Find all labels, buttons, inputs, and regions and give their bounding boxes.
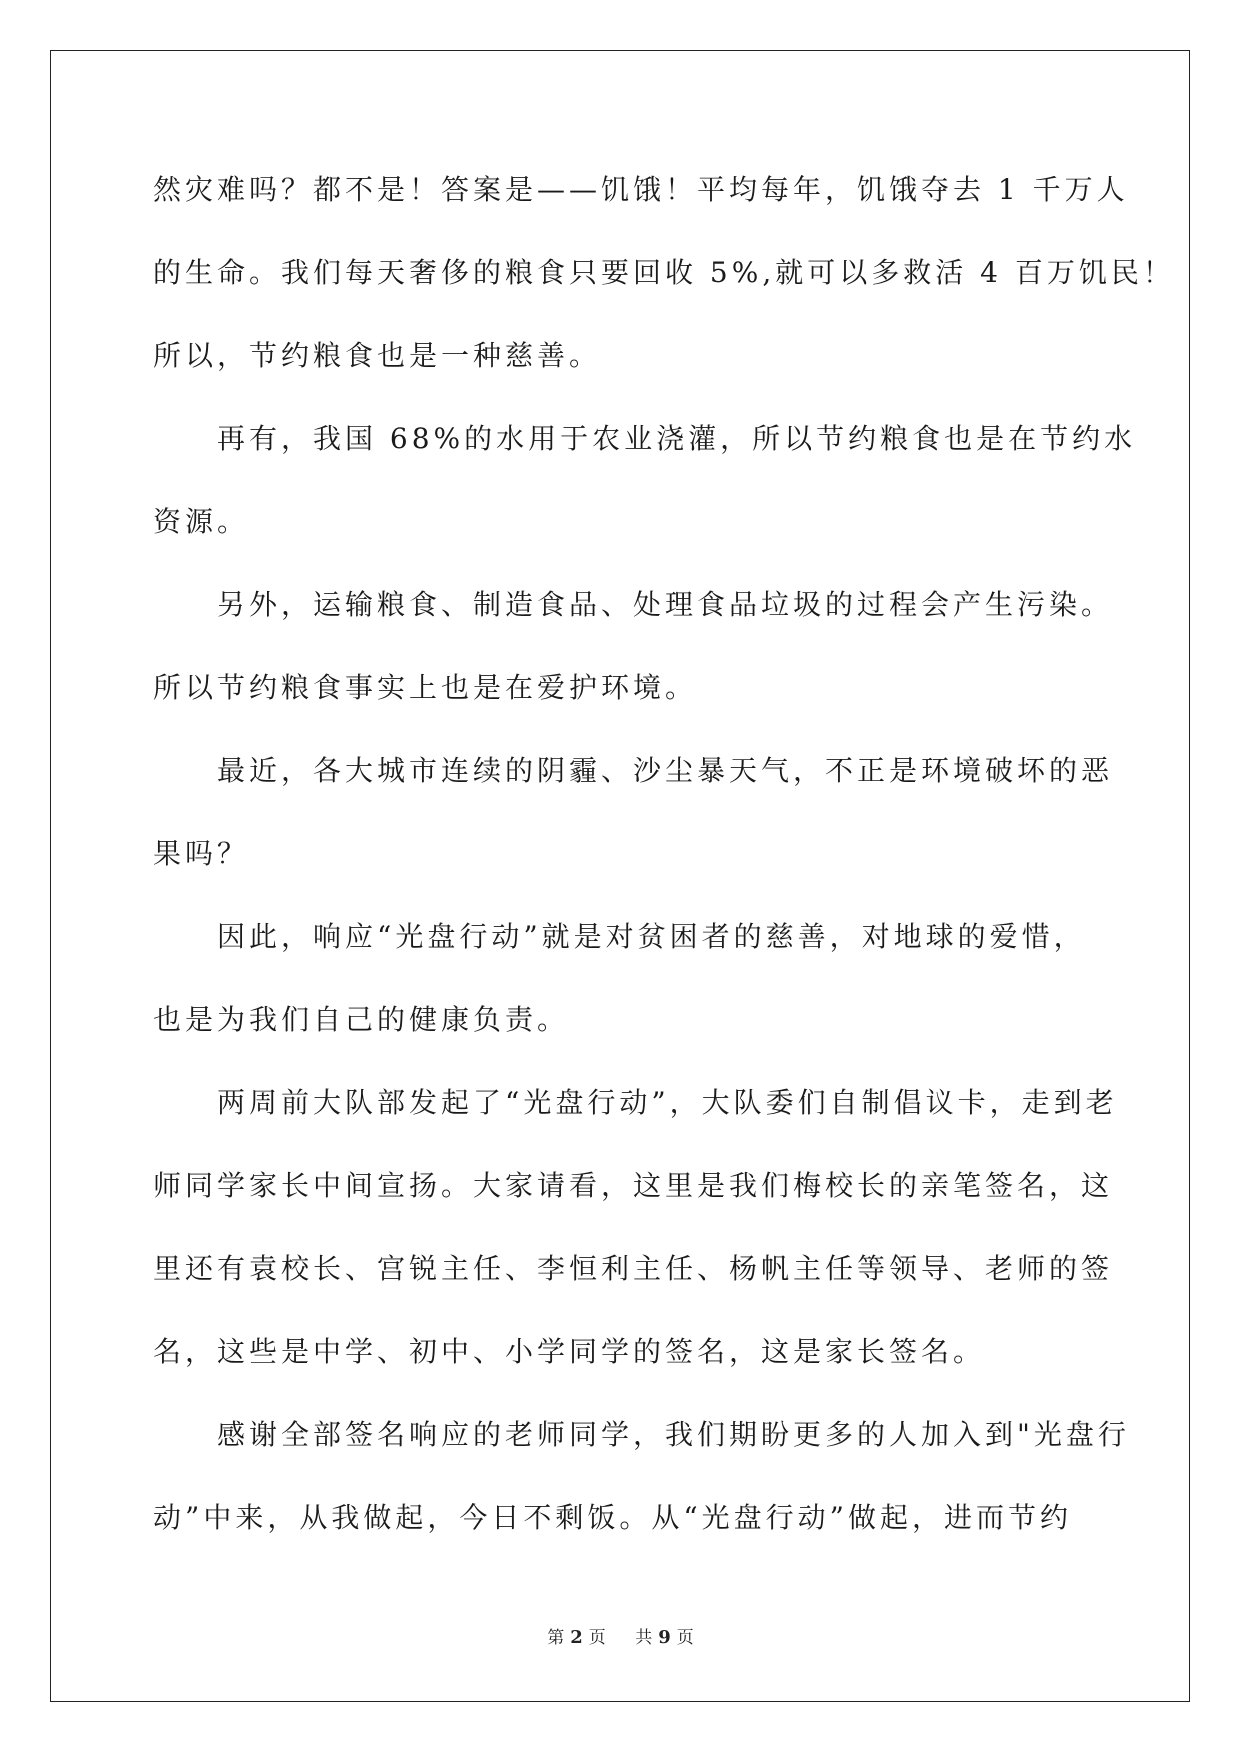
text-line-14: 里还有袁校长、宫锐主任、李恒利主任、杨帆主任等领导、老师的签	[153, 1252, 1114, 1285]
page-number	[541, 1628, 612, 1648]
text-line-4: 再有，我国 68%的水用于农业浇灌，所以节约粮食也是在节约水	[217, 422, 1137, 455]
text-line-16: 感谢全部签名响应的老师同学，我们期盼更多的人加入到"光盘行	[217, 1418, 1130, 1451]
text-line-7: 所以节约粮食事实上也是在爱护环境。	[153, 671, 698, 704]
page-footer	[0, 1623, 1241, 1648]
page-suffix: 页	[588, 1628, 606, 1648]
page-total	[629, 1628, 700, 1648]
text-line-8: 最近，各大城市连续的阴霾、沙尘暴天气，不正是环境破坏的恶	[217, 754, 1114, 787]
page-current: 2	[570, 1627, 583, 1648]
document-body	[153, 160, 1175, 1571]
text-line-12: 两周前大队部发起了“光盘行动”，大队委们自制倡议卡，走到老	[217, 1086, 1118, 1119]
text-line-11: 也是为我们自己的健康负责。	[153, 1003, 570, 1036]
text-line-13: 师同学家长中间宣扬。大家请看，这里是我们梅校长的亲笔签名，这	[153, 1169, 1114, 1202]
total-suffix: 页	[676, 1628, 694, 1648]
text-line-9: 果吗？	[153, 837, 250, 870]
text-line-5: 资源。	[153, 505, 250, 538]
text-line-17: 动”中来，从我做起，今日不剩饭。从“光盘行动”做起，进而节约	[153, 1501, 1072, 1534]
total-pages: 9	[658, 1627, 671, 1648]
page-prefix: 第	[547, 1628, 565, 1648]
text-line-1: 然灾难吗？都不是！答案是——饥饿！平均每年，饥饿夺去 1 千万人	[153, 173, 1129, 206]
total-prefix: 共	[635, 1628, 653, 1648]
text-line-2: 的生命。我们每天奢侈的粮食只要回收 5%,就可以多救活 4 百万饥民！	[153, 256, 1175, 289]
text-line-6: 另外，运输粮食、制造食品、处理食品垃圾的过程会产生污染。	[217, 588, 1114, 621]
text-line-15: 名，这些是中学、初中、小学同学的签名，这是家长签名。	[153, 1335, 986, 1368]
text-line-10: 因此，响应“光盘行动”就是对贫困者的慈善，对地球的爱惜，	[217, 920, 1086, 953]
text-line-3: 所以，节约粮食也是一种慈善。	[153, 339, 602, 372]
